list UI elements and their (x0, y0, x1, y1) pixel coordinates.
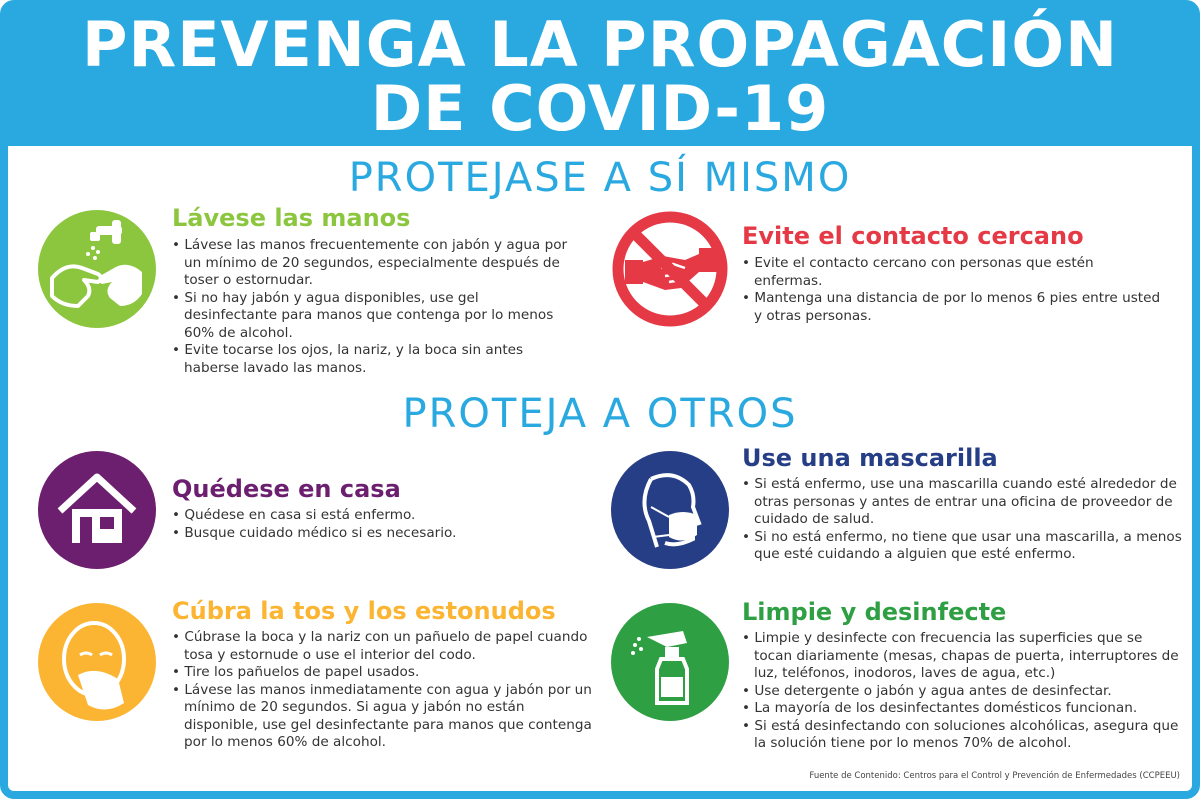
list-item: • La mayoría de los desinfectantes domésticos funcionan. (742, 700, 1182, 718)
stay-home-title: Quédese en casa (172, 475, 401, 503)
section-title-self: PROTEJASE A SÍ MISMO (348, 155, 852, 201)
title-line-1: PREVENGA LA PROPAGACIÓN (82, 8, 1118, 81)
no-handshake-icon (611, 210, 729, 328)
list-item: • Busque cuidado médico si es necesario. (172, 525, 572, 543)
list-item: • Lávese las manos frecuentemente con jabón y agua por un mínimo de 20 segundos, especialmente después de toser o estornudar. (172, 237, 570, 290)
source-note: Fuente de Contenido: Centros para el Control y Prevención de Enfermedades (CCPEEU) (809, 771, 1180, 781)
clean-disinfect-title: Limpie y desinfecte (742, 598, 1007, 626)
list-item: • Use detergente o jabón y agua antes de desinfectar. (742, 683, 1182, 701)
hand-washing-icon (38, 210, 156, 328)
house-icon (38, 451, 156, 569)
cover-cough-title: Cúbra la tos y los estonudos (172, 597, 556, 625)
list-item: • Si está enfermo, use una mascarilla cuando esté alrededor de otras personas y antes de entrar una oficina de proveedor de cuidado de salud. (742, 476, 1182, 529)
face-mask-title: Use una mascarilla (742, 444, 998, 472)
title-banner (8, 8, 1192, 146)
avoid-contact-list (742, 255, 1162, 325)
list-item: • Mantenga una distancia de por lo menos 6 pies entre usted y otras personas. (742, 290, 1162, 325)
coughing-person-icon (38, 603, 156, 721)
hand-washing-list (172, 237, 570, 377)
list-item: • Lávese las manos inmediatamente con agua y jabón por un mínimo de 20 segundos. Si agua y jabón no están disponible, use gel desinfectante para manos que contenga por lo menos 60% de alcohol. (172, 682, 592, 752)
list-item: • Limpie y desinfecte con frecuencia las superficies que se tocan diariamente (mesas, chapas de puerta, interruptores de luz, teléfonos, inodoros, laves de agua, etc.) (742, 630, 1182, 683)
face-mask-list (742, 476, 1182, 564)
list-item: • Tire los pañuelos de papel usados. (172, 664, 592, 682)
spray-bottle-icon (611, 603, 729, 721)
list-item: • Si no está enfermo, no tiene que usar una mascarilla, a menos que esté cuidando a alguien que esté enfermo. (742, 529, 1182, 564)
cover-cough-list (172, 629, 592, 752)
avoid-contact-title: Evite el contacto cercano (742, 222, 1084, 250)
hand-washing-title: Lávese las manos (172, 204, 411, 232)
section-title-others: PROTEJA A OTROS (402, 391, 798, 437)
list-item: • Cúbrase la boca y la nariz con un pañuelo de papel cuando tosa y estornude o use el interior del codo. (172, 629, 592, 664)
clean-disinfect-list (742, 630, 1182, 753)
list-item: • Si no hay jabón y agua disponibles, use gel desinfectante para manos que contenga por lo menos 60% de alcohol. (172, 290, 570, 343)
title-line-2: DE COVID-19 (370, 72, 830, 145)
list-item: • Evite el contacto cercano con personas que estén enfermas. (742, 255, 1162, 290)
face-mask-icon (611, 451, 729, 569)
list-item: • Evite tocarse los ojos, la nariz, y la boca sin antes haberse lavado las manos. (172, 342, 570, 377)
list-item: • Quédese en casa si está enfermo. (172, 507, 572, 525)
list-item: • Si está desinfectando con soluciones alcohólicas, asegura que la solución tiene por lo menos 70% de alcohol. (742, 718, 1182, 753)
stay-home-list (172, 507, 572, 542)
